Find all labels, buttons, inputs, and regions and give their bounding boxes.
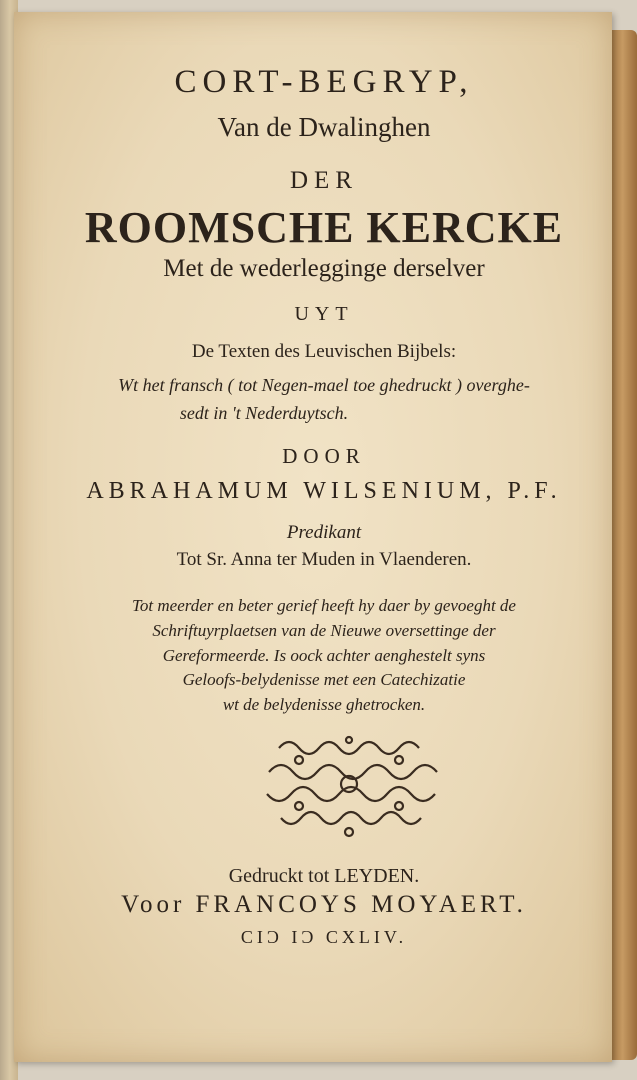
- paragraph-line: Gereformeerde. Is oock achter aenghestelt syns: [162, 646, 486, 665]
- imprint-date: CIƆ IƆ CXLIV.: [240, 927, 408, 947]
- paragraph-line: Tot meerder en beter gerief heeft hy daer by gevoeght de: [132, 596, 516, 615]
- title-line-3: DER: [290, 167, 358, 194]
- translation-line-1: Wt het fransch ( tot Negen-mael toe ghedruckt ) overghe-: [118, 375, 530, 395]
- title-line-2: Van de Dwalinghen: [217, 112, 431, 142]
- paragraph-line: Geloofs-belydenisse met een Catechizatie: [182, 670, 466, 689]
- title-line-1: CORT-BEGRYP,: [174, 64, 474, 100]
- uyt-line: UYT: [294, 303, 354, 325]
- door-line: DOOR: [282, 444, 366, 468]
- title-page: [14, 12, 612, 1062]
- translation-line-2: sedt in 't Nederduytsch.: [179, 403, 349, 423]
- source-line: De Texten des Leuvischen Bijbels:: [191, 341, 457, 362]
- imprint-line-1: Gedruckt tot LEYDEN.: [228, 865, 420, 887]
- main-title: ROOMSCHE KERCKE: [84, 203, 564, 252]
- printers-ornament: [259, 734, 439, 842]
- imprint-line-2: Voor FRANCOYS MOYAERT.: [121, 891, 527, 918]
- paragraph-line: wt de belydenisse ghetrocken.: [222, 695, 426, 714]
- subtitle-line: Met de wederlegginge derselver: [163, 255, 485, 282]
- location-line: Tot Sr. Anna ter Muden in Vlaenderen.: [176, 549, 472, 570]
- author-line: ABRAHAMUM WILSENIUM, P.F.: [86, 478, 562, 504]
- predikant-line: Predikant: [286, 522, 362, 543]
- paragraph-line: Schriftuyrplaetsen van de Nieuwe oversettinge der: [152, 621, 496, 640]
